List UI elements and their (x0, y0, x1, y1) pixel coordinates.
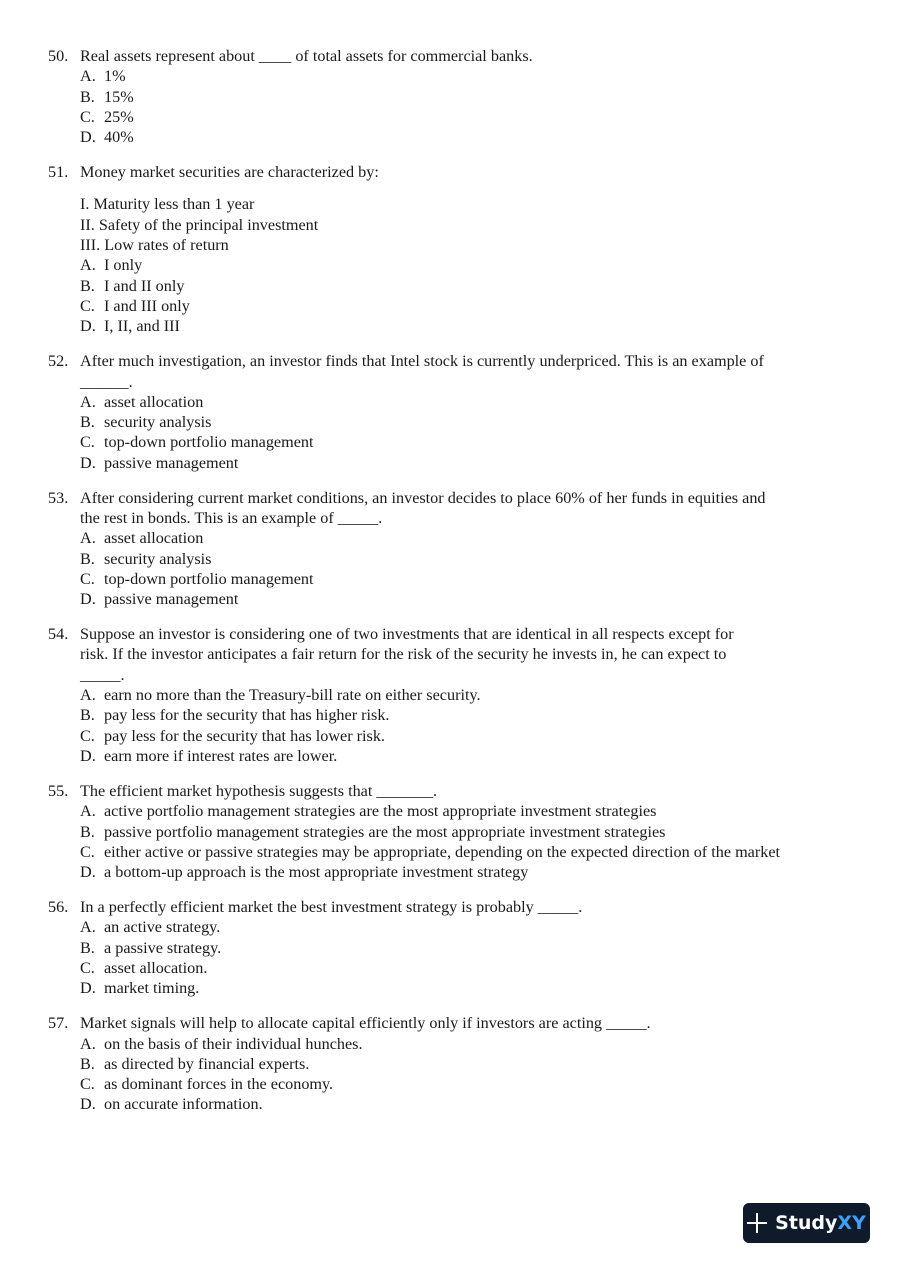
answer-option (80, 842, 860, 862)
option-letter: B. (80, 938, 95, 957)
option-list (80, 255, 860, 336)
option-text: security analysis (104, 549, 212, 568)
option-text: asset allocation (104, 529, 204, 548)
option-letter: A. (80, 529, 96, 548)
option-text: earn no more than the Treasury-bill rate on either security. (104, 686, 481, 705)
option-text: I and III only (104, 296, 190, 315)
option-list (80, 66, 860, 147)
answer-option (80, 569, 860, 589)
answer-option (80, 589, 860, 609)
question-text: After considering current market conditions, an investor decides to place 60% of her funds in equities and the rest in bonds. This is an example of _____. (80, 488, 766, 527)
answer-option (80, 316, 860, 336)
option-text: top-down portfolio management (104, 569, 314, 588)
option-letter: D. (80, 590, 96, 609)
question-stem (48, 351, 860, 392)
option-letter: D. (80, 746, 96, 765)
option-text: a passive strategy. (104, 938, 222, 957)
option-list (80, 917, 860, 998)
option-letter: D. (80, 453, 96, 472)
question-text: In a perfectly efficient market the best investment strategy is probably _____. (80, 898, 583, 917)
option-letter: D. (80, 979, 96, 998)
option-text: top-down portfolio management (104, 433, 314, 452)
option-letter: A. (80, 686, 96, 705)
option-letter: A. (80, 256, 96, 275)
question-stem (48, 897, 860, 917)
question-item (48, 46, 860, 147)
statement-list (80, 194, 860, 255)
question-number: 51. (48, 163, 69, 182)
answer-option (80, 255, 860, 275)
option-text: I and II only (104, 276, 185, 295)
question-item (48, 781, 860, 882)
option-list (80, 801, 860, 882)
option-letter: B. (80, 549, 95, 568)
option-letter: D. (80, 128, 96, 147)
option-text: security analysis (104, 413, 212, 432)
option-text: passive portfolio management strategies are the most appropriate investment strategies (104, 822, 666, 841)
answer-option (80, 1094, 860, 1114)
answer-option (80, 1074, 860, 1094)
option-text: on accurate information. (104, 1095, 263, 1114)
question-number: 55. (48, 781, 69, 800)
answer-option (80, 801, 860, 821)
option-letter: A. (80, 918, 96, 937)
question-number: 56. (48, 898, 69, 917)
answer-option (80, 412, 860, 432)
answer-option (80, 685, 860, 705)
option-letter: D. (80, 317, 96, 336)
answer-option (80, 127, 860, 147)
option-letter: C. (80, 569, 95, 588)
statement-item: I. Maturity less than 1 year (80, 195, 255, 214)
option-letter: A. (80, 1034, 96, 1053)
question-number: 52. (48, 352, 69, 371)
option-letter: C. (80, 433, 95, 452)
question-stem (48, 624, 860, 685)
answer-option (80, 978, 860, 998)
option-text: market timing. (104, 979, 200, 998)
question-stem (48, 488, 860, 529)
option-list (80, 685, 860, 766)
question-number: 54. (48, 625, 69, 644)
option-text: a bottom-up approach is the most appropriate investment strategy (104, 863, 529, 882)
question-stem (48, 781, 860, 801)
option-text: 1% (104, 67, 126, 86)
option-text: on the basis of their individual hunches. (104, 1034, 363, 1053)
option-letter: C. (80, 296, 95, 315)
option-letter: D. (80, 1095, 96, 1114)
question-text: The efficient market hypothesis suggests that _______. (80, 781, 438, 800)
question-item (48, 1013, 860, 1114)
answer-option (80, 746, 860, 766)
option-letter: B. (80, 1054, 95, 1073)
option-text: 25% (104, 107, 134, 126)
option-letter: B. (80, 822, 95, 841)
statement-item: III. Low rates of return (80, 236, 229, 255)
answer-option (80, 432, 860, 452)
answer-option (80, 392, 860, 412)
option-letter: C. (80, 107, 95, 126)
option-text: as dominant forces in the economy. (104, 1075, 334, 1094)
option-letter: A. (80, 802, 96, 821)
answer-option (80, 107, 860, 127)
question-text: After much investigation, an investor finds that Intel stock is currently underpriced. This is an example of ______. (80, 352, 764, 391)
option-text: passive management (104, 590, 239, 609)
option-text: I, II, and III (104, 317, 180, 336)
answer-option (80, 296, 860, 316)
option-text: asset allocation (104, 392, 204, 411)
option-letter: C. (80, 842, 95, 861)
question-stem (48, 46, 860, 66)
option-text: an active strategy. (104, 918, 221, 937)
question-text: Real assets represent about ____ of total assets for commercial banks. (80, 47, 533, 65)
question-stem (48, 1013, 860, 1033)
statement-item: II. Safety of the principal investment (80, 215, 319, 234)
option-text: asset allocation. (104, 959, 208, 977)
option-text: pay less for the security that has lower risk. (104, 726, 385, 745)
question-item (48, 488, 860, 610)
answer-option (80, 938, 860, 958)
option-letter: B. (80, 706, 95, 725)
answer-option (80, 958, 860, 978)
answer-option (80, 917, 860, 937)
option-letter: C. (80, 1075, 95, 1094)
answer-option (80, 726, 860, 746)
option-text: 15% (104, 87, 134, 106)
option-letter: B. (80, 413, 95, 432)
brand-name: StudyXY (775, 1212, 866, 1234)
option-letter: A. (80, 392, 96, 411)
answer-option (80, 862, 860, 882)
option-text: pay less for the security that has higher risk. (104, 706, 390, 725)
question-text: Market signals will help to allocate capital efficiently only if investors are acting _____. (80, 1014, 651, 1033)
question-text: Money market securities are characterized by: (80, 163, 379, 182)
answer-option (80, 1054, 860, 1074)
question-item (48, 351, 860, 473)
question-item (48, 897, 860, 998)
question-stem (48, 162, 860, 182)
option-text: as directed by financial experts. (104, 1054, 310, 1073)
option-text: I only (104, 256, 143, 275)
option-text: either active or passive strategies may be appropriate, depending on the expected direction of the market (104, 842, 781, 861)
option-letter: D. (80, 863, 96, 882)
option-text: 40% (104, 128, 134, 147)
answer-option (80, 1034, 860, 1054)
option-list (80, 392, 860, 473)
question-number: 53. (48, 488, 69, 507)
question-number: 57. (48, 1014, 69, 1033)
option-letter: B. (80, 87, 95, 106)
answer-option (80, 549, 860, 569)
question-number: 50. (48, 47, 69, 65)
option-letter: C. (80, 726, 95, 745)
question-list (48, 46, 860, 1129)
option-list (80, 528, 860, 609)
option-text: earn more if interest rates are lower. (104, 746, 338, 765)
option-letter: B. (80, 276, 95, 295)
studyxy-logo[interactable] (743, 1203, 870, 1243)
option-list (80, 1034, 860, 1115)
answer-option (80, 822, 860, 842)
answer-option (80, 87, 860, 107)
answer-option (80, 66, 860, 86)
question-item (48, 624, 860, 766)
option-letter: A. (80, 67, 96, 86)
question-text: Suppose an investor is considering one of two investments that are identical in all respects except for risk. If the investor anticipates a fair return for the risk of the security he invests in, he can expect to _____. (80, 625, 734, 684)
plus-icon (747, 1213, 767, 1233)
question-item (48, 162, 860, 336)
answer-option (80, 705, 860, 725)
option-text: passive management (104, 453, 239, 472)
answer-option (80, 528, 860, 548)
answer-option (80, 276, 860, 296)
option-text: active portfolio management strategies are the most appropriate investment strategies (104, 802, 657, 821)
answer-option (80, 453, 860, 473)
option-letter: C. (80, 959, 95, 977)
